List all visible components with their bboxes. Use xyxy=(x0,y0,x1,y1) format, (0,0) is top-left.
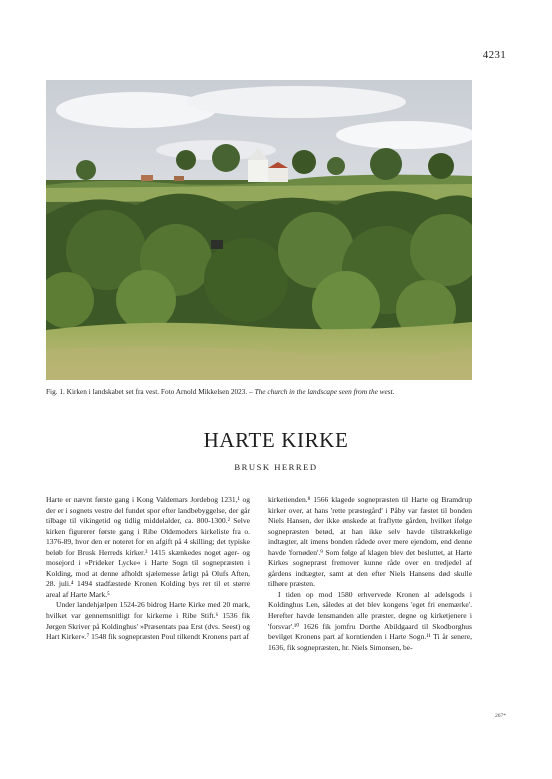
body-column-left xyxy=(46,495,250,643)
body-column-right xyxy=(268,495,472,653)
page-subtitle: BRUSK HERRED xyxy=(234,462,318,472)
body-paragraph: Under landehjælpen 1524-26 bidrog Harte Kirke med 20 mark, hvilket var gennemsnitligt for kirkerne i Ribe Stift.⁶ 1536 fik Jørgen Skriver på Koldinghus' »Præsentats paa Erst (dvs. Seest) og Hart Kirker«.⁷ 1548 fik sognepræsten Poul tilkendt Kronens part af xyxy=(46,600,250,642)
body-paragraph: kirketienden.⁸ 1566 klagede sognepræsten til Harte og Bramdrup kirker over, at hans 'rette præstegård' i Påby var fæstet til bonden Niels Hansen, der ikke ønskede at fraflytte gården, hvilket ifølge sognepræsten betød, at han ikke selv havde tilstrækkelige indtægter, alt imens bonden rådede over mere ejendom, end denne havde 'fornøden'.⁹ Som følge af klagen blev det besluttet, at Harte Kirkes sognepræst fremover kunne råde over en tredjedel af gårdens indtægter, samt at den efter Niels Hansens død skulle tilhøre præsten. xyxy=(268,495,472,589)
body-paragraph: I tiden op mod 1580 erhvervede Kronen al adelsgods i Koldinghus Len, således at det blev kongens 'eget fri enemærke'. Herefter havde lensmanden alle præster, degne og kirketjenere i 'forsvar'.¹⁰ 1626 fik jomfru Dorthe Abildgaard til Skodborghus bevilget Kronens part af korntienden i Harte Sogn.¹¹ Ti år senere, 1636, fik sognepræsten, hr. Niels Simonsen, be- xyxy=(268,589,472,652)
caption-danish: Fig. 1. Kirken i landskabet set fra vest. Foto Arnold Mikkelsen 2023. – xyxy=(46,387,253,396)
figure-caption xyxy=(46,387,472,397)
footer-signature: 267* xyxy=(495,713,506,719)
page-title: HARTE KIRKE xyxy=(203,428,349,452)
landscape-photo xyxy=(46,80,472,380)
caption-english: The church in the landscape seen from the west. xyxy=(254,387,395,396)
body-paragraph: Harte er nævnt første gang i Kong Valdemars Jordebog 1231,¹ og der er i sognets vestre del fundet spor efter landbebyggelse, der går tilbage til vikingetid og tidlig middelalder, ca. 800-1300.² Selve kirken figurerer første gang i Ribe Oldemoders kirkeliste fra o. 1376-89, hvor den er noteret for en afgift på 4 skilling; det typiske beløb for Brusk Herreds kirker.³ 1415 skænkedes noget ager- og mosejord i »Prideker Lycke« i Harte Sogn til sognepræsten i Kolding, mod at denne afholdt sjælemesse årligt på Olufs Aften, 28. juli.⁴ 1494 stadfæstede Kronen Kolding bys ret til et større areal af Harte Mark.⁵ xyxy=(46,495,250,599)
page-number: 4231 xyxy=(482,49,506,61)
